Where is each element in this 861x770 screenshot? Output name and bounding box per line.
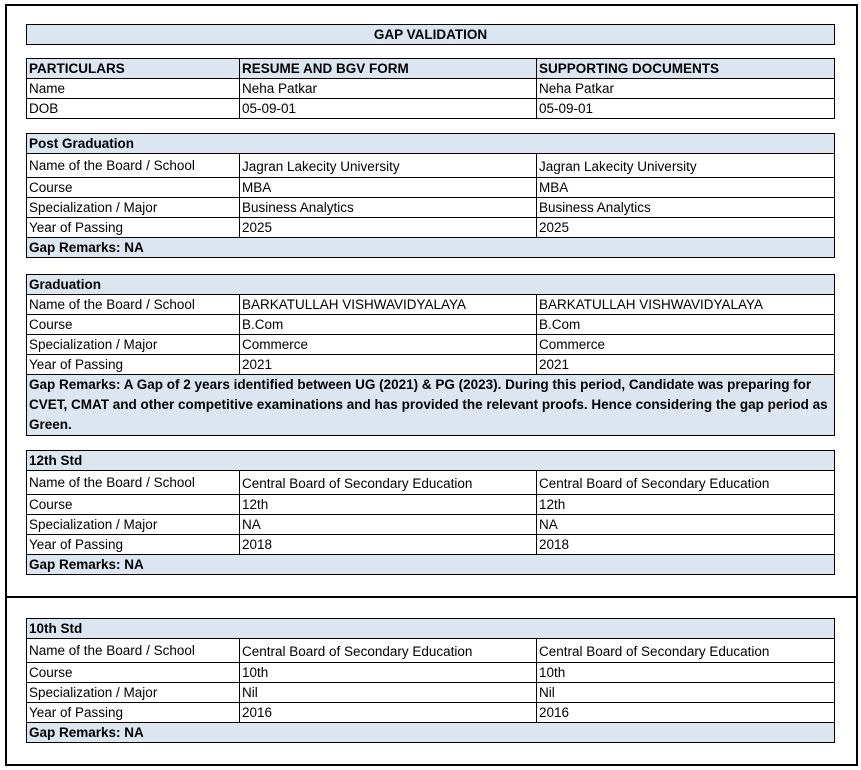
table-row [27,703,835,723]
docs-value: 10th [537,663,835,683]
docs-value: 2018 [537,535,835,555]
resume-value: Neha Patkar [240,79,537,99]
row-label: Name of the Board / School [27,471,240,495]
header-documents: SUPPORTING DOCUMENTS [537,59,835,79]
docs-value: 12th [537,495,835,515]
resume-value: BARKATULLAH VISHWAVIDYALAYA [240,295,537,315]
resume-value: Commerce [240,335,537,355]
row-label: Name of the Board / School [27,295,240,315]
gap-remarks: Gap Remarks: NA [27,238,835,258]
resume-value: 2025 [240,218,537,238]
resume-value: NA [240,515,537,535]
section-post-graduation [26,133,835,258]
resume-value: 2016 [240,703,537,723]
row-label: Specialization / Major [27,515,240,535]
row-label: Year of Passing [27,355,240,375]
section-title: Graduation [27,275,835,295]
table-row [27,198,835,218]
table-row [27,683,835,703]
row-label: Course [27,663,240,683]
row-label: Specialization / Major [27,198,240,218]
header-particulars: PARTICULARS [27,59,240,79]
row-label: Year of Passing [27,218,240,238]
docs-value: Neha Patkar [537,79,835,99]
resume-value: B.Com [240,315,537,335]
gap-remarks: Gap Remarks: NA [27,723,835,743]
row-label: Name of the Board / School [27,154,240,178]
resume-value: Jagran Lakecity University [240,154,537,178]
docs-value: NA [537,515,835,535]
page-title: GAP VALIDATION [27,25,835,45]
row-label: Year of Passing [27,703,240,723]
section-graduation [26,274,835,436]
table-row [27,495,835,515]
table-row [27,355,835,375]
section-title: 12th Std [27,451,835,471]
docs-value: B.Com [537,315,835,335]
resume-value: 2021 [240,355,537,375]
table-row [27,79,835,99]
section-title: 10th Std [27,619,835,639]
table-row [27,295,835,315]
table-row [27,535,835,555]
resume-value: Business Analytics [240,198,537,218]
row-label: Course [27,495,240,515]
table-row [27,178,835,198]
row-label: Name [27,79,240,99]
docs-value: Business Analytics [537,198,835,218]
table-row [27,335,835,355]
docs-value: 2021 [537,355,835,375]
row-label: Specialization / Major [27,683,240,703]
row-label: Name of the Board / School [27,639,240,663]
resume-value: 2018 [240,535,537,555]
row-label: DOB [27,99,240,119]
row-label: Year of Passing [27,535,240,555]
gap-remarks: Gap Remarks: NA [27,555,835,575]
table-row [27,99,835,119]
resume-value: 05-09-01 [240,99,537,119]
row-label: Course [27,315,240,335]
docs-value: Central Board of Secondary Education [537,471,835,495]
table-row [27,315,835,335]
docs-value: Nil [537,683,835,703]
docs-value: 2025 [537,218,835,238]
resume-value: 10th [240,663,537,683]
table-row [27,471,835,495]
section-10th-std [26,618,835,743]
table-row [27,515,835,535]
resume-value: MBA [240,178,537,198]
gap-remarks: Gap Remarks: A Gap of 2 years identified between UG (2021) & PG (2023). During this period, Candidate was preparing for CVET, CMAT and other competitive examinations and has provided the relevant proofs. Hence considering the gap period as Green. [27,375,835,436]
table-row [27,154,835,178]
row-label: Specialization / Major [27,335,240,355]
resume-value: 12th [240,495,537,515]
docs-value: Commerce [537,335,835,355]
resume-value: Nil [240,683,537,703]
header-row [27,59,835,79]
docs-value: 05-09-01 [537,99,835,119]
docs-value: Jagran Lakecity University [537,154,835,178]
header-resume: RESUME AND BGV FORM [240,59,537,79]
docs-value: MBA [537,178,835,198]
docs-value: BARKATULLAH VISHWAVIDYALAYA [537,295,835,315]
section-title: Post Graduation [27,134,835,154]
table-row [27,663,835,683]
particulars-table [26,58,835,119]
resume-value: Central Board of Secondary Education [240,471,537,495]
row-label: Course [27,178,240,198]
table-row [27,218,835,238]
table-row [27,639,835,663]
resume-value: Central Board of Secondary Education [240,639,537,663]
title-table [26,24,835,45]
section-12th-std [26,450,835,575]
docs-value: Central Board of Secondary Education [537,639,835,663]
docs-value: 2016 [537,703,835,723]
